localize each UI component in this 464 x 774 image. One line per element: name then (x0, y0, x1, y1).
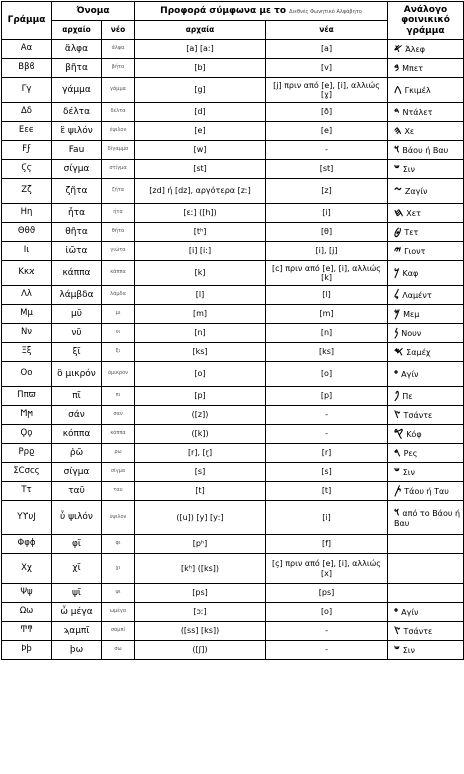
phoenician-name: Γιοντ (404, 246, 426, 256)
ancient-name-cell: νῦ (52, 324, 102, 343)
letter-cell: Εεϵ (2, 122, 52, 141)
ancient-name-cell: ἄλφα (52, 40, 102, 59)
phoenician-name: Ντάλετ (402, 107, 433, 117)
ipa-modern-cell: [e] (266, 122, 388, 141)
modern-name-cell: ζήτα (102, 179, 135, 204)
letter-cell: Ζζ (2, 179, 52, 204)
table-row (2, 362, 464, 387)
phoenician-cell (388, 501, 464, 535)
phoenician-cell (388, 286, 464, 305)
ipa-modern-cell: [ç] πριν από [e], [i], αλλιώς [x] (266, 554, 388, 584)
ipa-ancient-cell: [d] (135, 103, 266, 122)
ancient-name-cell: Fau (52, 141, 102, 160)
phoenician-letter-icon: 𐤏 (394, 366, 399, 380)
ancient-name-cell: σάν (52, 406, 102, 425)
ipa-modern-cell: - (266, 622, 388, 641)
ancient-name-cell: ταῦ (52, 482, 102, 501)
letter-cell: Ϻϻ (2, 406, 52, 425)
ipa-modern-cell: [s] (266, 463, 388, 482)
ipa-modern-cell: [st] (266, 160, 388, 179)
phoenician-cell (388, 223, 464, 242)
phoenician-letter-icon: 𐤔 (394, 464, 400, 478)
phoenician-cell (388, 482, 464, 501)
table-row (2, 141, 464, 160)
phoenician-name: Μπετ (402, 63, 423, 73)
letter-cell: Αα (2, 40, 52, 59)
phoenician-name: Κόφ (406, 429, 422, 439)
ipa-modern-cell: [ð] (266, 103, 388, 122)
letter-cell: Ηη (2, 204, 52, 223)
header-name: Όνομα (52, 2, 135, 21)
phoenician-letter-icon: 𐤊 (394, 265, 400, 279)
ancient-name-cell: δέλτα (52, 103, 102, 122)
table-row (2, 425, 464, 444)
phoenician-cell (388, 141, 464, 160)
modern-name-cell: κάππα (102, 261, 135, 286)
header-ancient: αρχαίο (52, 21, 102, 40)
ipa-modern-cell: [r] (266, 444, 388, 463)
ipa-modern-cell: [n] (266, 324, 388, 343)
ipa-ancient-cell: ([ss] [ks]) (135, 622, 266, 641)
modern-name-cell: βήτα (102, 59, 135, 78)
phoenician-cell (388, 204, 464, 223)
table-row (2, 286, 464, 305)
greek-alphabet-table (1, 1, 464, 660)
phoenician-letter-icon: 𐤑 (394, 407, 401, 421)
modern-name-cell: έψιλον (102, 122, 135, 141)
phoenician-name: Βάου ή Βαυ (402, 145, 449, 155)
table-row (2, 179, 464, 204)
phoenician-cell (388, 40, 464, 59)
ancient-name-cell: ὖ ψιλόν (52, 501, 102, 535)
ancient-name-cell: ζῆτα (52, 179, 102, 204)
letter-cell: Θθϑ (2, 223, 52, 242)
modern-name-cell: στίγμα (102, 160, 135, 179)
phoenician-letter-icon: 𐤔 (394, 161, 400, 175)
header-row-1 (2, 2, 464, 21)
ancient-name-cell: πῖ (52, 387, 102, 406)
ancient-name-cell: ψῖ (52, 584, 102, 603)
phoenician-letter-icon: 𐤀 (394, 41, 403, 55)
ipa-ancient-cell: [a] [aː] (135, 40, 266, 59)
phoenician-cell (388, 305, 464, 324)
phoenician-name: Τάου ή Ταυ (404, 486, 449, 496)
modern-name-cell: νι (102, 324, 135, 343)
ipa-ancient-cell: [b] (135, 59, 266, 78)
phoenician-name: Μεμ (403, 309, 420, 319)
phoenician-letter-icon: 𐤆 (394, 183, 402, 197)
table-row (2, 343, 464, 362)
ipa-ancient-cell: [pʰ] (135, 535, 266, 554)
ipa-ancient-cell: [o] (135, 362, 266, 387)
letter-cell: Ϙϙ (2, 425, 52, 444)
ancient-name-cell: ῥῶ (52, 444, 102, 463)
ancient-name-cell: ὂ μικρόν (52, 362, 102, 387)
phoenician-name: Σιν (402, 645, 415, 655)
table-row (2, 387, 464, 406)
table-row (2, 622, 464, 641)
phoenician-letter-icon: 𐤄 (394, 123, 402, 137)
table-row (2, 535, 464, 554)
ancient-name-cell: βῆτα (52, 59, 102, 78)
phoenician-cell (388, 59, 464, 78)
letter-cell: Ͳͳ (2, 622, 52, 641)
phoenician-letter-icon: 𐤔 (394, 642, 400, 656)
table-row (2, 122, 464, 141)
letter-cell: Ππϖ (2, 387, 52, 406)
ipa-ancient-cell: [st] (135, 160, 266, 179)
letter-cell: Οο (2, 362, 52, 387)
phoenician-cell (388, 78, 464, 103)
modern-name-cell: σαν (102, 406, 135, 425)
phoenician-cell (388, 463, 464, 482)
ipa-ancient-cell: [ɛː] ([h]) (135, 204, 266, 223)
ancient-name-cell: θῆτα (52, 223, 102, 242)
phoenician-name: Τετ (404, 227, 419, 237)
phoenician-name: Νουν (401, 328, 422, 338)
ancient-name-cell: μῦ (52, 305, 102, 324)
ipa-modern-cell: [ks] (266, 343, 388, 362)
ipa-ancient-cell: [n] (135, 324, 266, 343)
table-row (2, 40, 464, 59)
letter-cell: ΣϹσϲς (2, 463, 52, 482)
phoenician-cell (388, 603, 464, 622)
table-row (2, 641, 464, 660)
ancient-name-cell: φῖ (52, 535, 102, 554)
table-row (2, 501, 464, 535)
phoenician-name: Αγίν (401, 607, 419, 617)
letter-cell: Λλ (2, 286, 52, 305)
ipa-ancient-cell: [t] (135, 482, 266, 501)
phoenician-name: Χετ (406, 208, 421, 218)
phoenician-name: Αγίν (401, 369, 419, 379)
ancient-name-cell: ὦ μέγα (52, 603, 102, 622)
ancient-name-cell: κάππα (52, 261, 102, 286)
modern-name-cell: κόππα (102, 425, 135, 444)
header-pronunciation-note: Διεθνές Φωνητικό Αλφάβητο (289, 8, 362, 15)
table-row (2, 242, 464, 261)
phoenician-name: Σιν (402, 164, 415, 174)
letter-cell: Ττ (2, 482, 52, 501)
phoenician-cell (388, 535, 464, 554)
table-row (2, 584, 464, 603)
letter-cell: ΥϒυͿ (2, 501, 52, 535)
phoenician-cell (388, 324, 464, 343)
phoenician-cell (388, 425, 464, 444)
phoenician-cell (388, 584, 464, 603)
ipa-modern-cell: [a] (266, 40, 388, 59)
phoenician-letter-icon: 𐤈 (394, 224, 402, 238)
phoenician-cell (388, 554, 464, 584)
modern-name-cell: ψι (102, 584, 135, 603)
phoenician-letter-icon: 𐤌 (394, 306, 401, 320)
table-row (2, 463, 464, 482)
phoenician-letter-icon: 𐤍 (394, 325, 399, 339)
table-row (2, 444, 464, 463)
ipa-ancient-cell: [zd] ή [dz], αργότερα [zː] (135, 179, 266, 204)
ancient-name-cell: ξῖ (52, 343, 102, 362)
ipa-modern-cell: [θ] (266, 223, 388, 242)
ipa-modern-cell: - (266, 425, 388, 444)
table-body (2, 40, 464, 660)
table-row (2, 603, 464, 622)
ipa-ancient-cell: [ps] (135, 584, 266, 603)
phoenician-letter-icon: 𐤎 (394, 344, 404, 358)
table-row (2, 406, 464, 425)
letter-cell: Ψψ (2, 584, 52, 603)
table-row (2, 160, 464, 179)
ipa-ancient-cell: [kʰ] ([ks]) (135, 554, 266, 584)
ipa-ancient-cell: [ks] (135, 343, 266, 362)
phoenician-name: Καφ (402, 268, 419, 278)
table-row (2, 78, 464, 103)
modern-name-cell: ύψιλον (102, 501, 135, 535)
ancient-name-cell: ϡαμπῖ (52, 622, 102, 641)
ipa-modern-cell: - (266, 141, 388, 160)
table-row (2, 482, 464, 501)
phoenician-letter-icon: 𐤇 (394, 205, 404, 219)
phoenician-name: Άλεφ (405, 44, 426, 54)
letter-cell: Ξξ (2, 343, 52, 362)
phoenician-cell (388, 406, 464, 425)
modern-name-cell: ρω (102, 444, 135, 463)
modern-name-cell: δέλτα (102, 103, 135, 122)
header-modern: νέο (102, 21, 135, 40)
ipa-ancient-cell: ([z]) (135, 406, 266, 425)
phoenician-letter-icon: 𐤑 (394, 623, 401, 637)
table-row (2, 554, 464, 584)
phoenician-letter-icon: 𐤉 (394, 243, 402, 257)
ipa-modern-cell: [f] (266, 535, 388, 554)
phoenician-name: Ζαγίν (404, 186, 428, 196)
phoenician-name: Σαμέχ (406, 347, 431, 357)
header-pron-modern: νέα (266, 21, 388, 40)
ancient-name-cell: ἒ ψιλόν (52, 122, 102, 141)
letter-cell: Νν (2, 324, 52, 343)
modern-name-cell: όμικρον (102, 362, 135, 387)
ipa-ancient-cell: [l] (135, 286, 266, 305)
modern-name-cell: φι (102, 535, 135, 554)
ancient-name-cell: σίγμα (52, 463, 102, 482)
table-row (2, 324, 464, 343)
table-row (2, 305, 464, 324)
phoenician-name: Χε (404, 126, 415, 136)
letter-cell: Δδ (2, 103, 52, 122)
ancient-name-cell: ἦτα (52, 204, 102, 223)
modern-name-cell: μι (102, 305, 135, 324)
ipa-modern-cell: [l] (266, 286, 388, 305)
header-pron-ancient: αρχαία (135, 21, 266, 40)
ipa-modern-cell: [o] (266, 603, 388, 622)
ipa-ancient-cell: [k] (135, 261, 266, 286)
phoenician-cell (388, 179, 464, 204)
ipa-modern-cell: [o] (266, 362, 388, 387)
ipa-modern-cell: - (266, 406, 388, 425)
table-row (2, 223, 464, 242)
ipa-ancient-cell: ([ʃ]) (135, 641, 266, 660)
ipa-modern-cell: [z] (266, 179, 388, 204)
phoenician-cell (388, 387, 464, 406)
ancient-name-cell: σίγμα (52, 160, 102, 179)
phoenician-name: Γκιμέλ (404, 85, 431, 95)
letter-cell: Γγ (2, 78, 52, 103)
modern-name-cell: σίγμα (102, 463, 135, 482)
table-row (2, 204, 464, 223)
ipa-modern-cell: [p] (266, 387, 388, 406)
header-pronunciation (135, 2, 388, 21)
ipa-ancient-cell: [i] [iː] (135, 242, 266, 261)
letter-cell: Χχ (2, 554, 52, 584)
table-row (2, 103, 464, 122)
ancient-name-cell: λάμβδα (52, 286, 102, 305)
phoenician-cell (388, 444, 464, 463)
phoenician-letter-icon: 𐤂 (394, 82, 402, 96)
alphabet-table-container (1, 1, 463, 773)
ancient-name-cell: γάμμα (52, 78, 102, 103)
phoenician-letter-icon: 𐤋 (394, 287, 400, 301)
phoenician-letter-icon: 𐤅 (394, 505, 400, 519)
ipa-ancient-cell: [e] (135, 122, 266, 141)
ipa-ancient-cell: [g] (135, 78, 266, 103)
modern-name-cell: ξι (102, 343, 135, 362)
ancient-name-cell: χῖ (52, 554, 102, 584)
modern-name-cell: γάμμα (102, 78, 135, 103)
ipa-ancient-cell: [tʰ] (135, 223, 266, 242)
ipa-ancient-cell: [r], [r̥] (135, 444, 266, 463)
modern-name-cell: ταυ (102, 482, 135, 501)
phoenician-name: Λαμέντ (402, 290, 432, 300)
phoenician-letter-icon: 𐤐 (394, 388, 400, 402)
ipa-modern-cell: - (266, 641, 388, 660)
phoenician-letter-icon: 𐤃 (394, 104, 400, 118)
modern-name-cell: δίγαμμα (102, 141, 135, 160)
modern-name-cell: ωμέγα (102, 603, 135, 622)
phoenician-cell (388, 122, 464, 141)
modern-name-cell: σω (102, 641, 135, 660)
letter-cell: Ϛϛ (2, 160, 52, 179)
ipa-ancient-cell: [w] (135, 141, 266, 160)
phoenician-letter-icon: 𐤅 (394, 142, 400, 156)
table-row (2, 261, 464, 286)
header-letter: Γράμμα (2, 2, 52, 40)
modern-name-cell: ήτα (102, 204, 135, 223)
letter-cell: Ωω (2, 603, 52, 622)
ipa-ancient-cell: [ɔː] (135, 603, 266, 622)
phoenician-name: Τσάντε (403, 410, 433, 420)
ipa-ancient-cell: ([k]) (135, 425, 266, 444)
ipa-ancient-cell: ([u]) [y] [yː] (135, 501, 266, 535)
letter-cell: Ιι (2, 242, 52, 261)
table-row (2, 59, 464, 78)
phoenician-cell (388, 160, 464, 179)
phoenician-cell (388, 343, 464, 362)
ipa-modern-cell: [c] πριν από [e], [i], αλλιώς [k] (266, 261, 388, 286)
ancient-name-cell: ἰῶτα (52, 242, 102, 261)
ipa-ancient-cell: [p] (135, 387, 266, 406)
phoenician-cell (388, 103, 464, 122)
modern-name-cell: χι (102, 554, 135, 584)
ipa-modern-cell: [i], [j] (266, 242, 388, 261)
header-pronunciation-text: Προφορά σύμφωνα με το (160, 5, 287, 16)
phoenician-letter-icon: 𐤓 (394, 445, 401, 459)
phoenician-name: από το Βάου ή Βαυ (394, 508, 461, 529)
modern-name-cell: λάμδα (102, 286, 135, 305)
phoenician-name: Ρες (403, 448, 418, 458)
ipa-modern-cell: [ps] (266, 584, 388, 603)
letter-cell: Ρρϱ (2, 444, 52, 463)
ipa-modern-cell: [j] πριν από [e], [i], αλλιώς [ɣ] (266, 78, 388, 103)
modern-name-cell: θήτα (102, 223, 135, 242)
phoenician-cell (388, 362, 464, 387)
ancient-name-cell: ϸω (52, 641, 102, 660)
phoenician-name: Πε (402, 391, 413, 401)
phoenician-cell (388, 261, 464, 286)
phoenician-cell (388, 242, 464, 261)
phoenician-letter-icon: 𐤕 (394, 483, 402, 497)
phoenician-cell (388, 641, 464, 660)
letter-cell: Ϸϸ (2, 641, 52, 660)
modern-name-cell: σαμπί (102, 622, 135, 641)
ipa-ancient-cell: [m] (135, 305, 266, 324)
letter-cell: Μμ (2, 305, 52, 324)
ipa-modern-cell: [m] (266, 305, 388, 324)
ipa-modern-cell: [t] (266, 482, 388, 501)
ipa-ancient-cell: [s] (135, 463, 266, 482)
phoenician-letter-icon: 𐤁 (394, 60, 400, 74)
letter-cell: Ϝϝ (2, 141, 52, 160)
phoenician-letter-icon: 𐤒 (394, 426, 404, 440)
phoenician-name: Τσάντε (403, 626, 433, 636)
modern-name-cell: άλφα (102, 40, 135, 59)
modern-name-cell: πι (102, 387, 135, 406)
header-phoenician: Ανάλογο φοινικικό γράμμα (388, 2, 464, 40)
ancient-name-cell: κόππα (52, 425, 102, 444)
letter-cell: Κκϰ (2, 261, 52, 286)
ipa-modern-cell: [i] (266, 204, 388, 223)
phoenician-cell (388, 622, 464, 641)
modern-name-cell: γιώτα (102, 242, 135, 261)
phoenician-name: Σιν (402, 467, 415, 477)
phoenician-letter-icon: 𐤏 (394, 604, 399, 618)
letter-cell: Φφϕ (2, 535, 52, 554)
letter-cell: Ββϐ (2, 59, 52, 78)
ipa-modern-cell: [i] (266, 501, 388, 535)
ipa-modern-cell: [v] (266, 59, 388, 78)
